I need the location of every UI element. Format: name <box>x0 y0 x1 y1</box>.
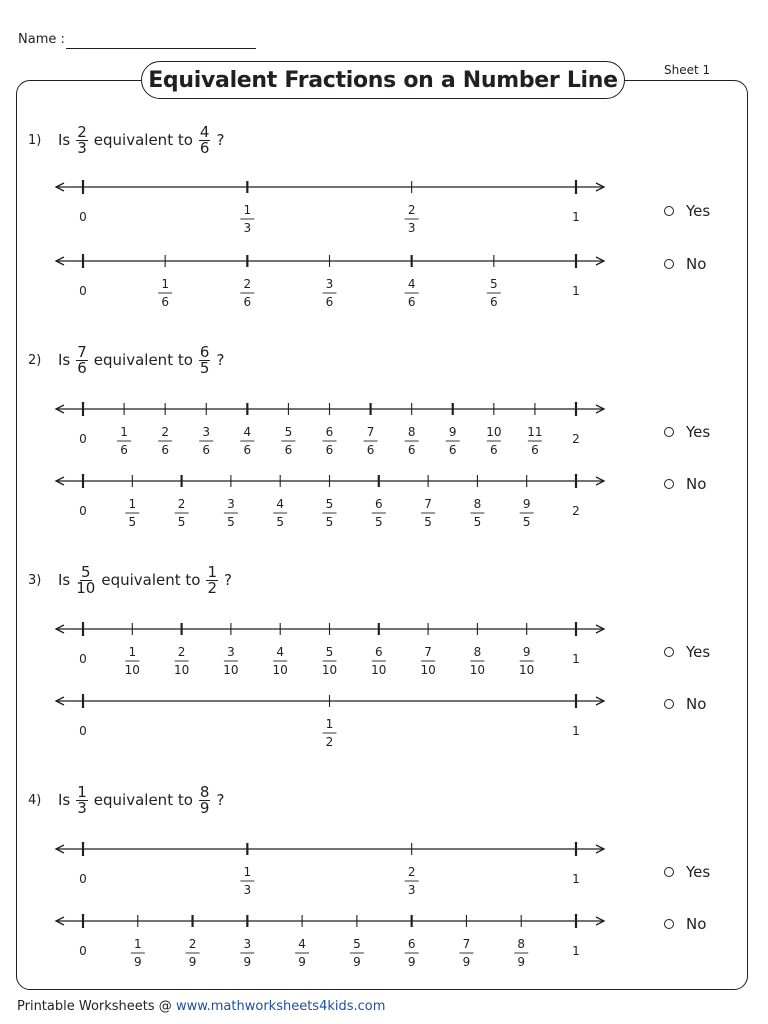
tick-label-denominator: 6 <box>407 295 416 309</box>
question-mid: equivalent to <box>93 131 193 149</box>
question-3 <box>28 560 234 600</box>
tick-label-zero: 0 <box>79 432 87 446</box>
question-end: ? <box>216 791 225 809</box>
question-number: 3) <box>28 572 42 588</box>
tick-label-numerator: 3 <box>202 425 211 439</box>
tick-label-numerator: 4 <box>243 425 252 439</box>
question-mid: equivalent to <box>93 351 193 369</box>
tick-label-numerator: 11 <box>527 425 543 439</box>
radio-circle-icon[interactable] <box>664 479 674 489</box>
option-label: Yes <box>686 643 711 661</box>
fraction-b <box>199 782 211 817</box>
tick-label-denominator: 10 <box>469 663 486 677</box>
fraction-b <box>199 342 211 377</box>
tick-label-numerator: 2 <box>177 497 186 511</box>
question-mid: equivalent to <box>93 791 193 809</box>
question-number: 2) <box>28 352 42 368</box>
fraction-b-denominator: 5 <box>199 358 210 377</box>
tick-label-numerator: 4 <box>298 937 306 951</box>
tick-label-numerator: 3 <box>325 277 334 291</box>
footer-site-link[interactable]: www.mathworksheets4kids.com <box>175 999 386 1014</box>
tick-label-denominator: 10 <box>124 663 140 677</box>
tick-label-denominator: 9 <box>517 955 526 969</box>
tick-label-numerator: 2 <box>407 865 416 879</box>
question-is: Is <box>58 571 71 589</box>
fraction-a-denominator: 10 <box>76 578 96 597</box>
tick-label-numerator: 4 <box>407 277 416 291</box>
tick-label-denominator: 3 <box>243 883 252 897</box>
name-label: Name : <box>18 32 65 47</box>
question-is: Is <box>58 791 71 809</box>
tick-label-denominator: 9 <box>298 955 306 969</box>
tick-label-end: 1 <box>572 652 580 666</box>
tick-label-denominator: 9 <box>133 955 142 969</box>
fraction-a <box>76 122 88 157</box>
radio-circle-icon[interactable] <box>664 206 674 216</box>
question-is: Is <box>58 351 71 369</box>
option-yes-q4[interactable] <box>664 863 710 881</box>
tick-label-denominator: 5 <box>522 515 531 529</box>
tick-label-denominator: 6 <box>448 443 457 457</box>
tick-label-denominator: 6 <box>284 443 293 457</box>
tick-label-end: 2 <box>572 504 580 518</box>
tick-label-numerator: 5 <box>284 425 293 439</box>
tick-label-denominator: 6 <box>531 443 539 457</box>
tick-label-denominator: 10 <box>420 663 436 677</box>
fraction-b-denominator: 6 <box>199 138 210 157</box>
tick-label-numerator: 8 <box>407 425 416 439</box>
fraction-b <box>206 562 218 597</box>
tick-label-denominator: 5 <box>128 515 137 529</box>
option-label: No <box>686 695 707 713</box>
option-no-q2[interactable] <box>664 475 706 493</box>
radio-circle-icon[interactable] <box>664 919 674 929</box>
fraction-b-numerator: 4 <box>199 122 210 141</box>
question-1 <box>28 120 226 160</box>
tick-label-denominator: 6 <box>161 295 169 309</box>
fraction-a-numerator: 2 <box>77 122 87 141</box>
fraction-b-numerator: 6 <box>199 342 210 361</box>
tick-label-numerator: 2 <box>188 937 197 951</box>
tick-label-denominator: 9 <box>353 955 361 969</box>
tick-label-numerator: 4 <box>276 497 285 511</box>
fraction-b-numerator: 1 <box>207 562 217 581</box>
option-label: No <box>686 915 707 933</box>
option-label: Yes <box>686 423 711 441</box>
tick-label-numerator: 9 <box>522 497 531 511</box>
tick-label-denominator: 5 <box>374 515 383 529</box>
tick-label-zero: 0 <box>79 504 87 518</box>
tick-label-numerator: 3 <box>227 645 235 659</box>
fraction-a-numerator: 5 <box>81 562 91 581</box>
option-yes-q3[interactable] <box>664 643 710 661</box>
tick-label-numerator: 2 <box>243 277 252 291</box>
tick-label-denominator: 2 <box>325 735 334 749</box>
tick-label-numerator: 1 <box>243 203 252 217</box>
tick-label-denominator: 6 <box>243 443 252 457</box>
tick-label-numerator: 6 <box>374 497 383 511</box>
option-yes-q2[interactable] <box>664 423 710 441</box>
tick-label-numerator: 7 <box>424 645 432 659</box>
tick-label-numerator: 1 <box>128 497 137 511</box>
tick-label-denominator: 6 <box>490 295 498 309</box>
tick-label-end: 1 <box>572 872 580 886</box>
tick-label-denominator: 6 <box>202 443 211 457</box>
tick-label-denominator: 6 <box>366 443 375 457</box>
tick-label-denominator: 5 <box>177 515 186 529</box>
radio-circle-icon[interactable] <box>664 259 674 269</box>
fraction-b-denominator: 9 <box>199 798 210 817</box>
tick-label-denominator: 9 <box>462 955 471 969</box>
tick-label-denominator: 10 <box>272 663 288 677</box>
tick-label-numerator: 1 <box>325 717 334 731</box>
tick-label-denominator: 6 <box>243 295 252 309</box>
question-2 <box>28 340 226 380</box>
question-number: 1) <box>28 132 42 148</box>
tick-label-numerator: 5 <box>490 277 498 291</box>
tick-label-numerator: 2 <box>407 203 416 217</box>
tick-label-denominator: 6 <box>325 295 334 309</box>
fraction-b <box>199 122 211 157</box>
question-end: ? <box>224 571 232 589</box>
question-is: Is <box>58 131 71 149</box>
radio-circle-icon[interactable] <box>664 699 674 709</box>
tick-label-end: 1 <box>572 944 580 958</box>
fraction-a-denominator: 6 <box>77 358 87 377</box>
radio-circle-icon[interactable] <box>664 867 674 877</box>
tick-label-zero: 0 <box>79 652 87 666</box>
option-label: Yes <box>686 863 711 881</box>
tick-label-numerator: 4 <box>276 645 285 659</box>
fraction-b-denominator: 2 <box>207 578 217 597</box>
tick-label-denominator: 9 <box>243 955 252 969</box>
option-label: No <box>686 255 707 273</box>
tick-label-numerator: 1 <box>243 865 252 879</box>
tick-label-denominator: 6 <box>161 443 169 457</box>
radio-circle-icon[interactable] <box>664 647 674 657</box>
tick-label-zero: 0 <box>79 872 87 886</box>
tick-label-denominator: 10 <box>173 663 190 677</box>
tick-label-zero: 0 <box>79 210 87 224</box>
tick-label-denominator: 5 <box>276 515 285 529</box>
tick-label-numerator: 6 <box>325 425 334 439</box>
question-mid: equivalent to <box>101 571 201 589</box>
tick-label-end: 2 <box>572 432 580 446</box>
tick-label-numerator: 5 <box>325 497 334 511</box>
tick-label-numerator: 2 <box>161 425 169 439</box>
sheet-label: Sheet 1 <box>664 63 711 77</box>
option-yes-q1[interactable] <box>664 202 710 220</box>
tick-label-denominator: 10 <box>321 663 338 677</box>
tick-label-numerator: 7 <box>462 937 471 951</box>
tick-label-end: 1 <box>572 284 580 298</box>
tick-label-numerator: 1 <box>120 425 128 439</box>
tick-label-denominator: 10 <box>371 663 387 677</box>
tick-label-numerator: 6 <box>407 937 416 951</box>
fraction-a-numerator: 1 <box>77 782 87 801</box>
tick-label-numerator: 8 <box>473 497 482 511</box>
fraction-a <box>76 342 88 377</box>
tick-label-denominator: 3 <box>407 883 416 897</box>
tick-label-numerator: 3 <box>227 497 235 511</box>
tick-label-zero: 0 <box>79 944 87 958</box>
tick-label-denominator: 9 <box>407 955 416 969</box>
fraction-b-numerator: 8 <box>199 782 210 801</box>
radio-circle-icon[interactable] <box>664 427 674 437</box>
tick-label-denominator: 6 <box>407 443 416 457</box>
tick-label-numerator: 7 <box>424 497 432 511</box>
tick-label-denominator: 6 <box>120 443 128 457</box>
tick-label-numerator: 8 <box>473 645 482 659</box>
tick-label-numerator: 10 <box>486 425 502 439</box>
tick-label-denominator: 5 <box>325 515 334 529</box>
option-label: No <box>686 475 707 493</box>
fraction-a-denominator: 3 <box>77 798 87 817</box>
option-no-q3[interactable] <box>664 695 706 713</box>
tick-label-numerator: 7 <box>366 425 375 439</box>
fraction-a <box>76 782 88 817</box>
fraction-a <box>76 562 96 597</box>
tick-label-numerator: 1 <box>128 645 137 659</box>
question-number: 4) <box>28 792 42 808</box>
tick-label-numerator: 6 <box>374 645 383 659</box>
tick-label-denominator: 5 <box>424 515 432 529</box>
tick-label-denominator: 10 <box>223 663 239 677</box>
tick-label-denominator: 5 <box>227 515 235 529</box>
tick-label-denominator: 10 <box>519 663 535 677</box>
tick-label-numerator: 9 <box>522 645 531 659</box>
fraction-a-numerator: 7 <box>77 342 87 361</box>
tick-label-denominator: 9 <box>188 955 197 969</box>
tick-label-denominator: 6 <box>325 443 334 457</box>
footer <box>17 999 385 1014</box>
tick-label-denominator: 5 <box>473 515 482 529</box>
question-end: ? <box>216 351 225 369</box>
tick-label-denominator: 6 <box>490 443 498 457</box>
option-no-q1[interactable] <box>664 255 706 273</box>
tick-label-end: 1 <box>572 724 580 738</box>
tick-label-numerator: 1 <box>161 277 169 291</box>
fraction-a-denominator: 3 <box>77 138 87 157</box>
tick-label-numerator: 8 <box>517 937 526 951</box>
tick-label-zero: 0 <box>79 284 87 298</box>
tick-label-numerator: 1 <box>133 937 142 951</box>
tick-label-zero: 0 <box>79 724 87 738</box>
tick-label-numerator: 9 <box>448 425 457 439</box>
tick-label-numerator: 3 <box>243 937 252 951</box>
tick-label-denominator: 3 <box>407 221 416 235</box>
tick-label-numerator: 2 <box>177 645 186 659</box>
question-4 <box>28 780 226 820</box>
tick-label-numerator: 5 <box>325 645 334 659</box>
option-label: Yes <box>686 202 711 220</box>
footer-prefix: Printable Worksheets @ <box>17 999 176 1014</box>
tick-label-numerator: 5 <box>353 937 361 951</box>
tick-label-end: 1 <box>572 210 580 224</box>
tick-label-denominator: 3 <box>243 221 252 235</box>
worksheet-title: Equivalent Fractions on a Number Line <box>141 61 625 99</box>
option-no-q4[interactable] <box>664 915 706 933</box>
question-end: ? <box>216 131 225 149</box>
